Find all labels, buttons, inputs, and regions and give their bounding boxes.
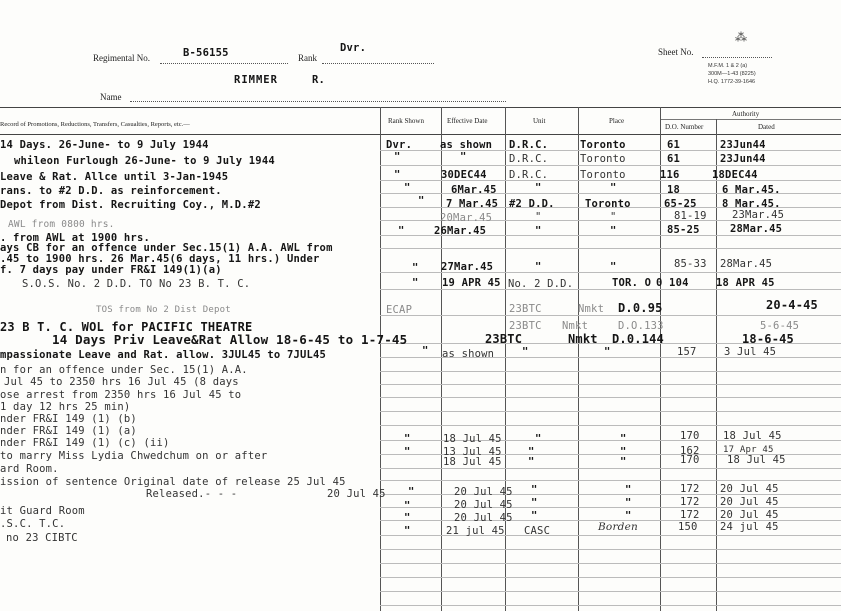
col-header-authority: Authority — [732, 110, 760, 118]
entry-eff: 18 Jul 45 — [443, 456, 502, 468]
entry-unit: " — [535, 182, 542, 194]
table-top-line — [0, 107, 841, 108]
header-bottom-line — [0, 134, 841, 135]
entry-rank: " — [404, 433, 411, 445]
entry-text: 23 B T. C. WOL for PACIFIC THEATRE — [0, 320, 253, 334]
entry-text: Released.- - - — [146, 488, 238, 500]
entry-dated: 20 Jul 45 — [720, 509, 779, 521]
ruled-line — [380, 289, 841, 290]
entry-text: S.O.S. No. 2 D.D. TO No 23 B. T. C. — [22, 278, 251, 290]
ruled-line — [380, 384, 841, 385]
entry-eff: 27Mar.45 — [441, 261, 494, 273]
entry-unit: " — [535, 261, 542, 273]
entry-place: " — [610, 261, 617, 273]
regimental-no-value: B-56155 — [183, 47, 229, 59]
entry-text: 1 day 12 hrs 25 min) — [0, 401, 131, 413]
entry-dated: 23Jun44 — [720, 153, 766, 165]
entry-rank: " — [398, 225, 405, 237]
released-date: 20 Jul 45 — [327, 488, 386, 500]
entry-text: 14 Days. 26-June- to 9 July 1944 — [0, 139, 209, 151]
entry-unit: CASC — [524, 525, 551, 537]
entry-eff: 20 Jul 45 — [454, 499, 513, 511]
entry-rank: " — [404, 500, 411, 512]
entry-text: ard Room. — [0, 463, 59, 475]
sheet-no-line — [702, 57, 772, 58]
entry-eff: 7 Mar.45 — [446, 198, 499, 210]
entry-text: . from AWL at 1900 hrs. — [0, 232, 150, 244]
ruled-line — [380, 605, 841, 606]
col-header-rank: Rank Shown — [388, 117, 424, 125]
entry-text: f. 7 days pay under FR&I 149(1)(a) — [0, 264, 222, 276]
ruled-line — [380, 480, 841, 481]
entry-do: 162 — [680, 445, 700, 457]
entry-unit: D.R.C. — [509, 169, 549, 181]
entry-unit: " — [522, 346, 529, 358]
authority-split-line — [660, 119, 841, 120]
entry-dated: 28Mar.45 — [730, 223, 783, 235]
entry-text: AWL from 0800 hrs. — [8, 219, 115, 230]
rank-value: Dvr. — [340, 42, 367, 54]
col-header-record: Record of Promotions, Reductions, Transfers, Casualties, Reports, etc.— — [0, 121, 190, 128]
entry-place: " — [610, 225, 617, 237]
col-header-place: Place — [609, 117, 625, 125]
entry-text: nder FR&I 149 (1) (c) (ii) — [0, 437, 170, 449]
name-label: Name — [100, 92, 122, 102]
entry-dated: 3 Jul 45 — [724, 346, 777, 358]
entry-unit: #2 D.D. — [509, 198, 555, 210]
entry-rank: " — [412, 262, 419, 274]
entry-unit: 23BTC — [509, 320, 542, 332]
entry-text: rans. to #2 D.D. as reinforcement. — [0, 185, 222, 197]
entry-text: mpassionate Leave and Rat. allow. 3JUL45 to 7JUL45 — [0, 349, 327, 361]
entry-rank: " — [394, 151, 401, 163]
entry-unit: " — [531, 484, 538, 496]
entry-eff: 20 Jul 45 — [454, 486, 513, 498]
regimental-no-line — [160, 63, 288, 64]
entry-dated: 18-6-45 — [742, 332, 794, 346]
entry-place: " — [620, 446, 627, 458]
entry-eff: 18 Jul 45 — [443, 433, 502, 445]
entry-place: Nmkt — [568, 332, 598, 346]
col-header-unit: Unit — [533, 117, 546, 125]
entry-place: " — [620, 456, 627, 468]
entry-place: TOR. O — [612, 277, 652, 289]
entry-dated: 18DEC44 — [712, 169, 758, 181]
entry-rank: " — [404, 182, 411, 194]
entry-unit: No. 2 D.D. — [508, 278, 574, 290]
entry-do: D.0.95 — [618, 301, 663, 315]
form-ref-1: M.F.M. 1 & 2 (a) — [708, 63, 748, 69]
ruled-line — [380, 315, 841, 316]
entry-eff: 20 Jul 45 — [454, 512, 513, 524]
entry-dated: 17 Apr 45 — [723, 445, 774, 455]
entry-text: nder FR&I 149 (1) (a) — [0, 425, 137, 437]
entry-dated: 8 Mar.45. — [722, 198, 781, 210]
col-header-eff: Effective Date — [447, 117, 488, 125]
entry-unit: " — [535, 211, 542, 223]
entry-eff: 6Mar.45 — [451, 184, 497, 196]
form-ref-2: 300M—1-43 (8225) — [708, 71, 756, 77]
entry-dated: 20 Jul 45 — [720, 483, 779, 495]
ruled-line — [380, 371, 841, 372]
entry-text: 14 Days Priv Leave&Rat Allow 18-6-45 to 1-7-45 — [52, 332, 408, 347]
entry-do: 157 — [677, 346, 697, 358]
entry-unit: 23BTC — [485, 332, 523, 346]
entry-text: no 23 CIBTC — [6, 532, 78, 544]
entry-eff: as shown — [440, 139, 493, 151]
entry-do: 172 — [680, 496, 700, 508]
entry-unit: " — [531, 510, 538, 522]
ruled-line — [380, 468, 841, 469]
entry-place: Toronto — [580, 153, 626, 165]
entry-eff: 26Mar.45 — [434, 225, 487, 237]
col-header-do: D.O. Number — [665, 123, 704, 131]
rank-label: Rank — [298, 53, 317, 63]
entry-place: Toronto — [580, 169, 626, 181]
entry-do: D.0.144 — [612, 332, 664, 346]
entry-text: n for an offence under Sec. 15(1) A.A. — [0, 364, 248, 376]
entry-place: Toronto — [585, 198, 631, 210]
rank-line — [322, 63, 434, 64]
entry-text: TOS from No 2 Dist Depot — [96, 305, 231, 315]
ruled-line — [380, 577, 841, 578]
ruled-line — [380, 411, 841, 412]
ruled-line — [380, 591, 841, 592]
entry-text: it Guard Room — [0, 505, 85, 517]
entry-text: Jul 45 to 2350 hrs 16 Jul 45 (8 days — [4, 376, 239, 388]
col-header-dated: Dated — [758, 123, 775, 131]
entry-unit: D.R.C. — [509, 153, 549, 165]
entry-do: 0 104 — [656, 277, 689, 289]
entry-rank: " — [404, 525, 411, 537]
entry-place: " — [604, 346, 611, 358]
entry-do: 61 — [667, 139, 681, 151]
entry-do: 170 — [680, 430, 700, 442]
entry-eff: " — [460, 151, 467, 163]
entry-place: " — [620, 433, 627, 445]
entry-eff: 20Mar.45 — [440, 212, 493, 224]
entry-do: 170 — [680, 454, 700, 466]
ruled-line — [380, 165, 841, 166]
entry-do: 116 — [660, 169, 680, 181]
entry-do: 61 — [667, 153, 681, 165]
entry-place: Nmkt — [578, 303, 605, 315]
entry-place: " — [625, 484, 632, 496]
entry-eff: 30DEC44 — [441, 169, 487, 181]
entry-rank: " — [404, 446, 411, 458]
regimental-no-label: Regimental No. — [93, 53, 150, 63]
entry-do: 172 — [680, 509, 700, 521]
initial: R. — [312, 74, 326, 86]
name-line — [130, 101, 506, 102]
entry-dated: 23Jun44 — [720, 139, 766, 151]
entry-text: ission of sentence Original date of release 25 Jul 45 — [0, 476, 346, 488]
entry-unit: " — [531, 497, 538, 509]
ruled-line — [380, 563, 841, 564]
entry-rank: " — [394, 169, 401, 181]
ruled-line — [380, 397, 841, 398]
entry-dated: 28Mar.45 — [720, 258, 773, 270]
surname: RIMMER — [234, 74, 278, 86]
sheet-no-label: Sheet No. — [658, 47, 694, 57]
entry-place: Nmkt — [562, 320, 589, 332]
form-ref-3: H.Q. 1772-39-1646 — [708, 79, 756, 85]
entry-place: " — [625, 510, 632, 522]
entry-do: 172 — [680, 483, 700, 495]
ruled-line — [380, 425, 841, 426]
entry-unit: " — [528, 456, 535, 468]
entry-text: Leave & Rat. Allce until 3-Jan-1945 — [0, 171, 229, 183]
entry-text: to marry Miss Lydia Chwedchum on or after — [0, 450, 268, 462]
entry-do: 85-33 — [674, 258, 707, 270]
entry-text: whileon Furlough 26-June- to 9 July 1944 — [14, 155, 275, 167]
entry-dated: 18 APR 45 — [716, 277, 775, 289]
entry-unit: " — [535, 433, 542, 445]
entry-text: ose arrest from 2350 hrs 16 Jul 45 to — [0, 389, 242, 401]
entry-place: " — [610, 182, 617, 194]
entry-dated: 23Mar.45 — [732, 209, 785, 221]
entry-dated: 20 Jul 45 — [720, 496, 779, 508]
entry-do: 150 — [678, 521, 698, 533]
entry-eff: 19 APR 45 — [442, 277, 501, 289]
entry-rank: ECAP — [386, 304, 413, 316]
entry-dated: 20-4-45 — [766, 298, 818, 312]
entry-text: Depot from Dist. Recruiting Coy., M.D.#2 — [0, 199, 261, 211]
entry-dated: 24 jul 45 — [720, 521, 779, 533]
entry-unit: D.R.C. — [509, 139, 549, 151]
entry-eff: 13 Jul 45 — [443, 446, 502, 458]
entry-eff: 21 jul 45 — [446, 525, 505, 537]
entry-place: " — [625, 497, 632, 509]
entry-text: .45 to 1900 hrs. 26 Mar.45(6 days, 11 hrs.) Under — [0, 253, 320, 265]
ruled-line — [380, 549, 841, 550]
entry-rank: " — [418, 195, 425, 207]
entry-text: nder FR&I 149 (1) (b) — [0, 413, 137, 425]
entry-place: Toronto — [580, 139, 626, 151]
entry-rank: " — [408, 486, 415, 498]
entry-do: 65-25 — [664, 198, 697, 210]
entry-text: ays CB for an offence under Sec.15(1) A.A. AWL from — [0, 242, 333, 254]
entry-do: 85-25 — [667, 224, 700, 236]
entry-dated: 5-6-45 — [760, 320, 800, 332]
entry-text: .S.C. T.C. — [0, 518, 66, 530]
entry-eff: as shown — [442, 348, 495, 360]
entry-rank: " — [422, 345, 429, 357]
entry-unit: 23BTC — [509, 303, 542, 315]
entry-place: " — [610, 211, 617, 223]
entry-dated: 18 Jul 45 — [727, 454, 786, 466]
entry-rank: " — [404, 512, 411, 524]
entry-place: Borden — [598, 521, 638, 533]
entry-unit: " — [535, 225, 542, 237]
ruled-line — [380, 248, 841, 249]
entry-rank: " — [412, 277, 419, 289]
entry-do: 81-19 — [674, 210, 707, 222]
entry-unit: " — [528, 446, 535, 458]
entry-do: 18 — [667, 184, 681, 196]
sheet-no-mark: ⁂ — [735, 30, 747, 44]
entry-do: D.O.133 — [618, 320, 664, 332]
entry-dated: 6 Mar.45. — [722, 184, 781, 196]
entry-dated: 18 Jul 45 — [723, 430, 782, 442]
entry-rank: Dvr. — [386, 139, 413, 151]
